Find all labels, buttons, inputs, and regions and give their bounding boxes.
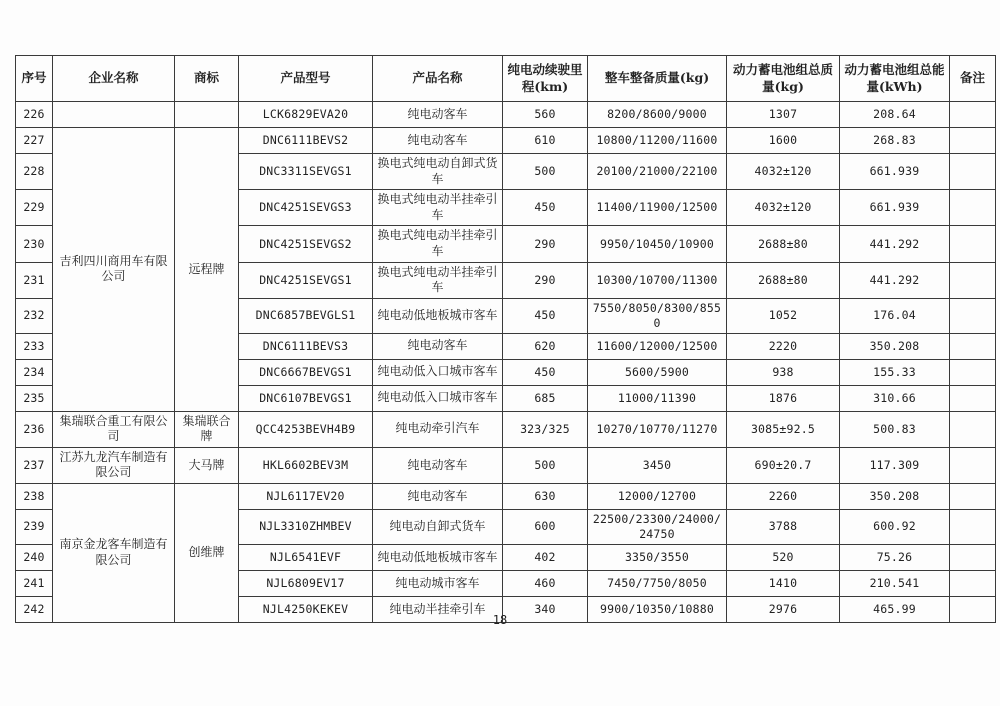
cell-name: 换电式纯电动半挂牵引车 — [373, 226, 503, 262]
cell-battery_mass: 1410 — [727, 570, 840, 596]
cell-curb_weight: 9900/10350/10880 — [588, 596, 727, 622]
cell-range: 500 — [503, 447, 588, 483]
cell-model: DNC3311SEVGS1 — [239, 154, 373, 190]
cell-curb_weight: 3450 — [588, 447, 727, 483]
cell-curb_weight: 10270/10770/11270 — [588, 411, 727, 447]
cell-curb_weight: 3350/3550 — [588, 544, 727, 570]
table-row — [16, 484, 996, 510]
cell-model: QCC4253BEVH4B9 — [239, 411, 373, 447]
cell-range: 340 — [503, 596, 588, 622]
cell-battery_energy: 500.83 — [840, 411, 950, 447]
cell-no: 228 — [16, 154, 53, 190]
cell-battery_energy: 117.309 — [840, 447, 950, 483]
cell-company: 集瑞联合重工有限公司 — [53, 411, 175, 447]
cell-battery_energy: 210.541 — [840, 570, 950, 596]
cell-range: 450 — [503, 190, 588, 226]
cell-model: NJL6809EV17 — [239, 570, 373, 596]
cell-no: 239 — [16, 510, 53, 545]
cell-range: 630 — [503, 484, 588, 510]
vehicle-table — [15, 55, 996, 623]
cell-battery_energy: 441.292 — [840, 226, 950, 262]
cell-battery_mass: 520 — [727, 544, 840, 570]
cell-remark — [950, 333, 996, 359]
cell-name: 纯电动客车 — [373, 128, 503, 154]
cell-battery_energy: 75.26 — [840, 544, 950, 570]
table-header-row — [16, 56, 996, 102]
cell-remark — [950, 385, 996, 411]
cell-range: 620 — [503, 333, 588, 359]
cell-remark — [950, 447, 996, 483]
cell-battery_mass: 690±20.7 — [727, 447, 840, 483]
column-header-name: 产品名称 — [373, 56, 503, 102]
cell-battery_energy: 600.92 — [840, 510, 950, 545]
cell-remark — [950, 411, 996, 447]
cell-trademark: 创维牌 — [175, 484, 239, 623]
cell-trademark: 远程牌 — [175, 128, 239, 412]
cell-battery_mass: 2976 — [727, 596, 840, 622]
cell-no: 236 — [16, 411, 53, 447]
cell-battery_mass: 1600 — [727, 128, 840, 154]
cell-model: NJL6541EVF — [239, 544, 373, 570]
cell-range: 685 — [503, 385, 588, 411]
cell-model: NJL6117EV20 — [239, 484, 373, 510]
cell-curb_weight: 5600/5900 — [588, 359, 727, 385]
cell-no: 230 — [16, 226, 53, 262]
column-header-range: 纯电动续驶里程(km) — [503, 56, 588, 102]
column-header-no: 序号 — [16, 56, 53, 102]
cell-battery_mass: 3788 — [727, 510, 840, 545]
page-number: 18 — [492, 613, 508, 627]
cell-remark — [950, 190, 996, 226]
cell-remark — [950, 544, 996, 570]
cell-battery_energy: 350.208 — [840, 333, 950, 359]
cell-battery_mass: 2688±80 — [727, 226, 840, 262]
cell-battery_mass: 2688±80 — [727, 262, 840, 298]
cell-no: 238 — [16, 484, 53, 510]
cell-battery_energy: 441.292 — [840, 262, 950, 298]
cell-model: DNC4251SEVGS1 — [239, 262, 373, 298]
cell-battery_mass: 4032±120 — [727, 154, 840, 190]
cell-no: 226 — [16, 102, 53, 128]
cell-range: 290 — [503, 226, 588, 262]
cell-battery_energy: 465.99 — [840, 596, 950, 622]
cell-company: 南京金龙客车制造有限公司 — [53, 484, 175, 623]
cell-range: 402 — [503, 544, 588, 570]
table-row — [16, 447, 996, 483]
cell-name: 纯电动低地板城市客车 — [373, 298, 503, 333]
column-header-curb_weight: 整车整备质量(kg) — [588, 56, 727, 102]
cell-model: NJL4250KEKEV — [239, 596, 373, 622]
cell-no: 235 — [16, 385, 53, 411]
cell-remark — [950, 298, 996, 333]
cell-battery_mass: 938 — [727, 359, 840, 385]
cell-no: 240 — [16, 544, 53, 570]
cell-name: 纯电动低地板城市客车 — [373, 544, 503, 570]
column-header-model: 产品型号 — [239, 56, 373, 102]
cell-model: DNC6111BEVS3 — [239, 333, 373, 359]
cell-company: 吉利四川商用车有限公司 — [53, 128, 175, 412]
cell-trademark: 大马牌 — [175, 447, 239, 483]
cell-remark — [950, 484, 996, 510]
cell-company — [53, 102, 175, 128]
cell-model: DNC6667BEVGS1 — [239, 359, 373, 385]
cell-curb_weight: 11600/12000/12500 — [588, 333, 727, 359]
cell-curb_weight: 11400/11900/12500 — [588, 190, 727, 226]
cell-name: 换电式纯电动自卸式货车 — [373, 154, 503, 190]
cell-range: 600 — [503, 510, 588, 545]
cell-name: 纯电动客车 — [373, 102, 503, 128]
cell-model: DNC4251SEVGS2 — [239, 226, 373, 262]
cell-range: 450 — [503, 359, 588, 385]
cell-battery_energy: 661.939 — [840, 154, 950, 190]
cell-trademark — [175, 102, 239, 128]
cell-no: 234 — [16, 359, 53, 385]
cell-no: 233 — [16, 333, 53, 359]
column-header-trademark: 商标 — [175, 56, 239, 102]
cell-curb_weight: 10800/11200/11600 — [588, 128, 727, 154]
cell-name: 纯电动低入口城市客车 — [373, 359, 503, 385]
cell-battery_energy: 208.64 — [840, 102, 950, 128]
cell-battery_mass: 1307 — [727, 102, 840, 128]
cell-range: 610 — [503, 128, 588, 154]
cell-curb_weight: 22500/23300/24000/24750 — [588, 510, 727, 545]
cell-battery_mass: 1052 — [727, 298, 840, 333]
cell-name: 纯电动半挂牵引车 — [373, 596, 503, 622]
cell-remark — [950, 128, 996, 154]
cell-name: 纯电动客车 — [373, 447, 503, 483]
cell-model: DNC6111BEVS2 — [239, 128, 373, 154]
cell-battery_energy: 176.04 — [840, 298, 950, 333]
cell-curb_weight: 12000/12700 — [588, 484, 727, 510]
table-row — [16, 102, 996, 128]
column-header-battery_mass: 动力蓄电池组总质量(kg) — [727, 56, 840, 102]
cell-no: 231 — [16, 262, 53, 298]
cell-remark — [950, 570, 996, 596]
cell-remark — [950, 226, 996, 262]
table-row — [16, 128, 996, 154]
cell-curb_weight: 10300/10700/11300 — [588, 262, 727, 298]
cell-range: 290 — [503, 262, 588, 298]
cell-battery_mass: 2260 — [727, 484, 840, 510]
cell-no: 237 — [16, 447, 53, 483]
cell-model: DNC6107BEVGS1 — [239, 385, 373, 411]
cell-remark — [950, 102, 996, 128]
cell-trademark: 集瑞联合牌 — [175, 411, 239, 447]
cell-range: 323/325 — [503, 411, 588, 447]
cell-range: 450 — [503, 298, 588, 333]
cell-company: 江苏九龙汽车制造有限公司 — [53, 447, 175, 483]
cell-no: 242 — [16, 596, 53, 622]
cell-range: 500 — [503, 154, 588, 190]
cell-name: 纯电动城市客车 — [373, 570, 503, 596]
cell-name: 纯电动低入口城市客车 — [373, 385, 503, 411]
cell-name: 换电式纯电动半挂牵引车 — [373, 190, 503, 226]
cell-curb_weight: 20100/21000/22100 — [588, 154, 727, 190]
cell-curb_weight: 11000/11390 — [588, 385, 727, 411]
cell-curb_weight: 9950/10450/10900 — [588, 226, 727, 262]
cell-name: 纯电动牵引汽车 — [373, 411, 503, 447]
cell-model: HKL6602BEV3M — [239, 447, 373, 483]
cell-battery_energy: 155.33 — [840, 359, 950, 385]
table-header — [16, 56, 996, 102]
cell-battery_mass: 4032±120 — [727, 190, 840, 226]
cell-name: 纯电动客车 — [373, 484, 503, 510]
cell-model: LCK6829EVA20 — [239, 102, 373, 128]
cell-model: NJL3310ZHMBEV — [239, 510, 373, 545]
column-header-battery_energy: 动力蓄电池组总能量(kWh) — [840, 56, 950, 102]
cell-no: 241 — [16, 570, 53, 596]
cell-no: 229 — [16, 190, 53, 226]
cell-remark — [950, 262, 996, 298]
cell-name: 纯电动自卸式货车 — [373, 510, 503, 545]
cell-battery_mass: 3085±92.5 — [727, 411, 840, 447]
cell-model: DNC6857BEVGLS1 — [239, 298, 373, 333]
cell-curb_weight: 8200/8600/9000 — [588, 102, 727, 128]
cell-name: 纯电动客车 — [373, 333, 503, 359]
cell-name: 换电式纯电动半挂牵引车 — [373, 262, 503, 298]
cell-no: 232 — [16, 298, 53, 333]
cell-battery_energy: 350.208 — [840, 484, 950, 510]
cell-battery_mass: 2220 — [727, 333, 840, 359]
table-body — [16, 102, 996, 623]
cell-model: DNC4251SEVGS3 — [239, 190, 373, 226]
cell-battery_energy: 661.939 — [840, 190, 950, 226]
cell-curb_weight: 7450/7750/8050 — [588, 570, 727, 596]
cell-battery_mass: 1876 — [727, 385, 840, 411]
cell-remark — [950, 510, 996, 545]
cell-no: 227 — [16, 128, 53, 154]
column-header-remark: 备注 — [950, 56, 996, 102]
cell-battery_energy: 268.83 — [840, 128, 950, 154]
cell-curb_weight: 7550/8050/8300/8550 — [588, 298, 727, 333]
cell-battery_energy: 310.66 — [840, 385, 950, 411]
cell-remark — [950, 154, 996, 190]
table-row — [16, 411, 996, 447]
cell-range: 460 — [503, 570, 588, 596]
column-header-company: 企业名称 — [53, 56, 175, 102]
cell-remark — [950, 359, 996, 385]
cell-range: 560 — [503, 102, 588, 128]
